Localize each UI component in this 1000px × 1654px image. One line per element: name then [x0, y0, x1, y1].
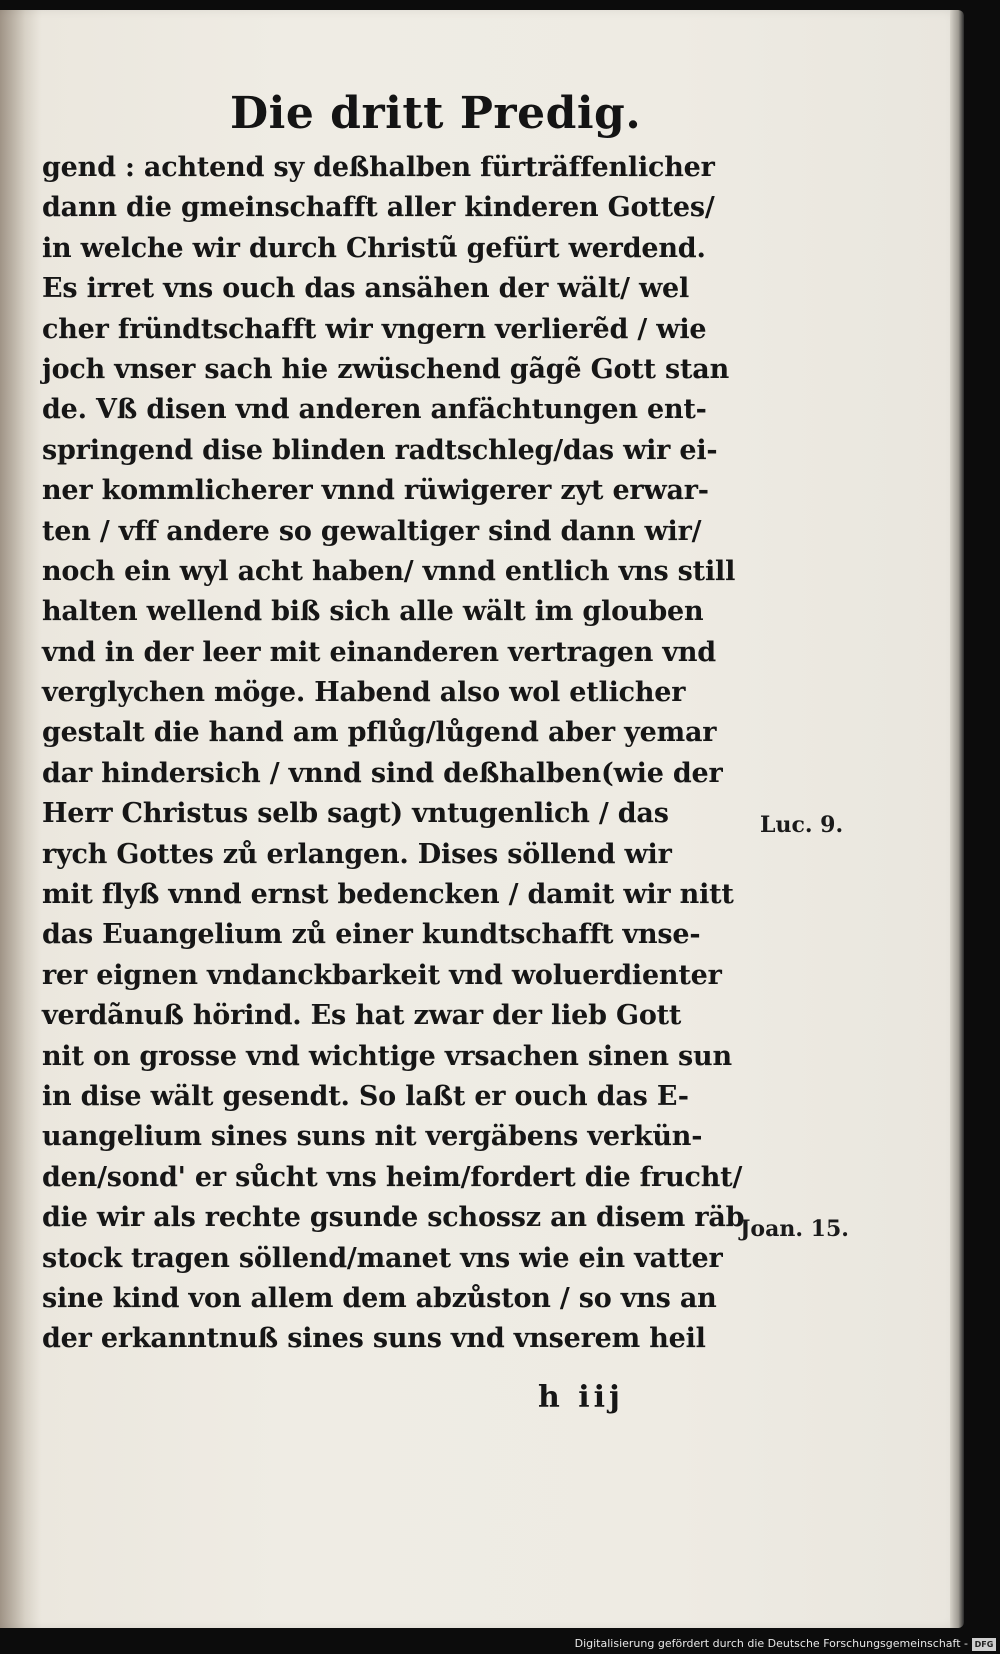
text-line: rer eignen vndanckbarkeit vnd woluerdienter: [42, 959, 722, 991]
page-fore-edge: [950, 10, 964, 1628]
text-line: de. Vß disen vnd anderen anfächtungen ent-: [42, 394, 707, 426]
text-line: vnd in der leer mit einanderen vertragen vnd: [42, 636, 716, 668]
body-text: [42, 148, 745, 1360]
text-line: ner kommlicherer vnnd rüwigerer zyt erwar-: [42, 475, 709, 507]
text-line: mit flyß vnnd ernst bedencken / damit wir nitt: [42, 879, 734, 911]
text-line: das Euangelium zů einer kundtschafft vnse-: [42, 919, 701, 951]
text-line: der erkanntnuß sines suns vnd vnserem heil: [42, 1323, 706, 1355]
spine-shadow: [0, 10, 42, 1628]
text-line: cher fründtschafft wir vngern verlierẽd / wie: [42, 313, 707, 345]
text-line: in dise wält gesendt. So laßt er ouch das E-: [42, 1080, 689, 1112]
text-line: rych Gottes zů erlangen. Dises söllend wir: [42, 838, 672, 870]
text-line: Herr Christus selb sagt) vntugenlich / das: [42, 798, 669, 830]
text-line: ten / vff andere so gewaltiger sind dann wir/: [42, 515, 702, 547]
text-line: die wir als rechte gsunde schossz an disem räb: [42, 1202, 745, 1234]
text-line: gend : achtend sy deßhalben fürträffenlicher: [42, 152, 715, 183]
text-line: sine kind von allem dem abzůston / so vns an: [42, 1282, 717, 1314]
margin-note-luc: Luc. 9.: [760, 812, 844, 838]
text-line: in welche wir durch Christũ gefürt werdend.: [42, 232, 706, 264]
dfg-logo: DFG: [972, 1638, 996, 1651]
text-line: dann die gmeinschafft aller kinderen Gottes/: [42, 192, 715, 224]
text-line: stock tragen söllend/manet vns wie ein vatter: [42, 1242, 723, 1274]
text-line: verdãnuß hörind. Es hat zwar der lieb Gott: [42, 1000, 682, 1032]
text-line: nit on grosse vnd wichtige vrsachen sinen sun: [42, 1040, 732, 1072]
signature-mark: h iij: [538, 1380, 624, 1415]
text-line: noch ein wyl acht haben/ vnnd entlich vns still: [42, 555, 736, 587]
text-line: verglychen möge. Habend also wol etlicher: [42, 677, 686, 709]
text-line: den/sond' er sůcht vns heim/fordert die frucht/: [42, 1161, 743, 1193]
margin-note-joan: Joan. 15.: [740, 1216, 849, 1242]
text-line: Es irret vns ouch das ansähen der wält/ wel: [42, 273, 690, 305]
text-line: uangelium sines suns nit vergäbens verkün-: [42, 1121, 703, 1153]
text-line: joch vnser sach hie zwüschend gãgẽ Gott stan: [42, 353, 730, 385]
text-line: halten wellend biß sich alle wält im glouben: [42, 596, 704, 628]
text-line: gestalt die hand am pflůg/lůgend aber yemar: [42, 717, 717, 749]
text-line: springend dise blinden radtschleg/das wir ei-: [42, 434, 718, 466]
text-line: dar hindersich / vnnd sind deßhalben(wie der: [42, 757, 723, 789]
running-head: Die dritt Predig.: [230, 88, 642, 139]
digitization-credit: Digitalisierung gefördert durch die Deutsche Forschungsgemeinschaft -: [574, 1637, 968, 1650]
